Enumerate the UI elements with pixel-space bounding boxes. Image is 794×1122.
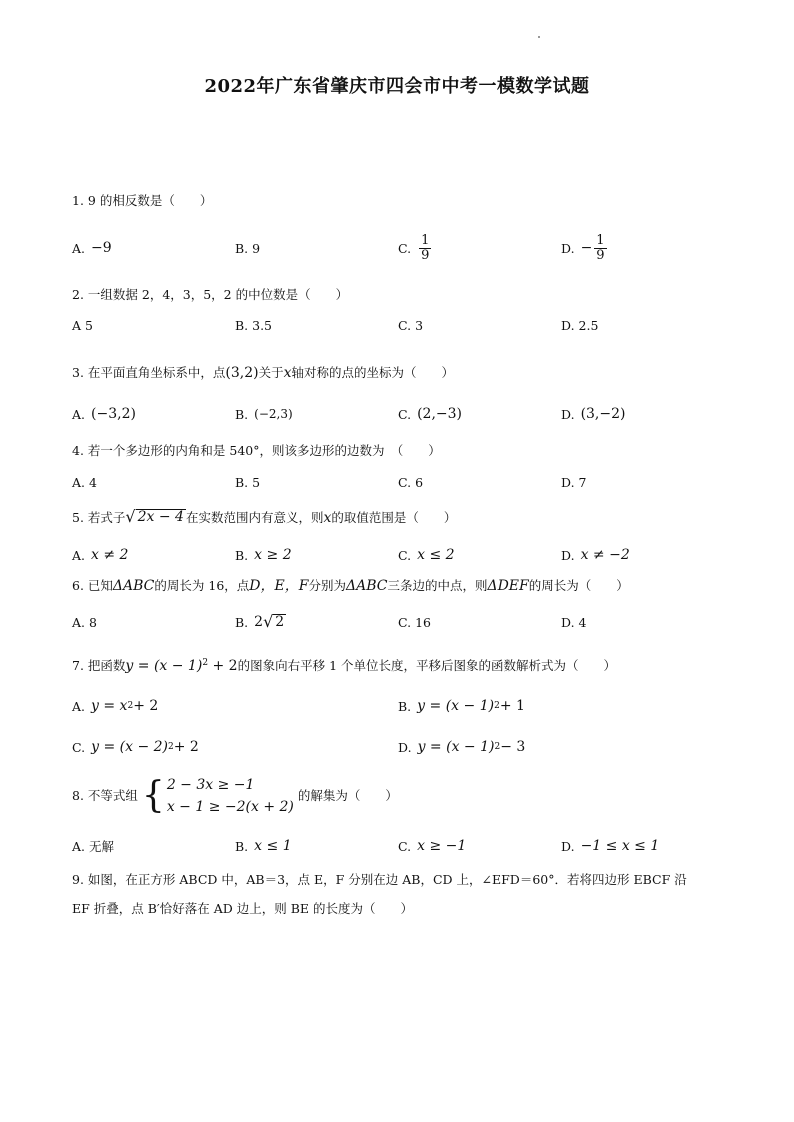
option-a: A. 4 [72,474,97,490]
question-7-options-row-2 [72,731,752,763]
option-a: A. 8 [72,614,97,630]
option-d: D. (3,−2) [561,406,626,422]
option-b: B. x ≤ 1 [235,838,292,854]
question-6: 6. 已知ΔABC的周长为 16，点D，E，F分别为ΔABC三条边的中点，则ΔDEF的周长为（ ） [72,578,629,594]
question-7-options-row-1 [72,690,752,722]
question-3: 3. 在平面直角坐标系中，点(3,2)关于x轴对称的点的坐标为（ ） [72,365,455,381]
question-9-line-2: EF 折叠，点 B′恰好落在 AD 边上，则 BE 的长度为（ ） [72,901,414,916]
option-c: C. $\frac{1}{9}$ [398,232,430,263]
question-2-options [72,309,752,341]
option-d: D. x ≠ −2 [561,547,630,563]
option-a: A. (−3,2) [72,406,136,422]
question-6-options [72,606,752,638]
option-a: A 5 [72,317,93,333]
option-c: C. 3 [398,317,424,333]
option-b: B. 5 [235,474,261,490]
question-8-options [72,830,752,862]
option-a: A. x ≠ 2 [72,547,129,563]
option-a: A. y = x 2 + 2 [72,698,159,714]
option-b: B. 2 √ 2 [235,612,285,631]
option-b: B. 9 [235,240,261,256]
option-c: C. 16 [398,614,431,630]
fraction: $\frac{1}{9}$ [596,232,605,263]
option-a: A. 无解 [72,839,114,854]
question-4-options [72,466,752,498]
option-d: D. − $\frac{1}{9}$ [561,232,605,263]
option-c: C. x ≥ −1 [398,838,467,854]
option-b: B. (−2,3) [235,406,293,422]
question-9-line-1: 9. 如图，在正方形 ABCD 中，AB＝3，点 E，F 分别在边 AB，CD 上，∠EFD＝60°．若将四边形 EBCF 沿 [72,872,687,887]
square-root: √ 2 [263,612,285,631]
fraction: $\frac{1}{9}$ [421,232,430,263]
scan-speck [538,36,540,38]
square-root: √ 2x − 4 [125,507,184,526]
option-c: C. 6 [398,474,424,490]
option-c: C. y = (x − 2) 2 + 2 [72,739,199,755]
option-c: C. x ≤ 2 [398,547,455,563]
option-c: C. (2,−3) [398,406,463,422]
question-3-options [72,398,752,430]
question-8: 8. 不等式组 { 2 − 3x ≥ −1 x − 1 ≥ −2(x + 2) 的解集为（ ） [72,775,398,816]
question-1-options [72,232,752,264]
question-5: 5. 若式子 √ 2x − 4 在实数范围内有意义，则x的取值范围是（ ） [72,507,457,526]
option-d: D. 2.5 [561,317,599,333]
option-d: D. y = (x − 1) 2 − 3 [398,739,526,755]
option-d: D. 7 [561,474,587,490]
question-2: 2. 一组数据 2，4，3，5，2 的中位数是（ ） [72,287,349,302]
option-d: D. −1 ≤ x ≤ 1 [561,838,660,854]
option-b: B. y = (x − 1) 2 + 1 [398,698,525,714]
inequality-system: { 2 − 3x ≥ −1 x − 1 ≥ −2(x + 2) [141,775,294,816]
option-d: D. 4 [561,614,587,630]
question-1: 1. 9 的相反数是（ ） [72,193,213,208]
option-a: A. −9 [72,240,112,256]
question-4: 4. 若一个多边形的内角和是 540°，则该多边形的边数为 （ ） [72,443,441,458]
page-title: 2022年广东省肇庆市四会市中考一模数学试题 [204,76,590,97]
option-b: B. 3.5 [235,317,273,333]
question-7: 7. 把函数$y = (x - 1)^2 + 2$的图象向右平移 1 个单位长度，平移后图象的函数解析式为（ ） [72,658,616,675]
question-5-options [72,539,752,571]
option-b: B. x ≥ 2 [235,547,292,563]
